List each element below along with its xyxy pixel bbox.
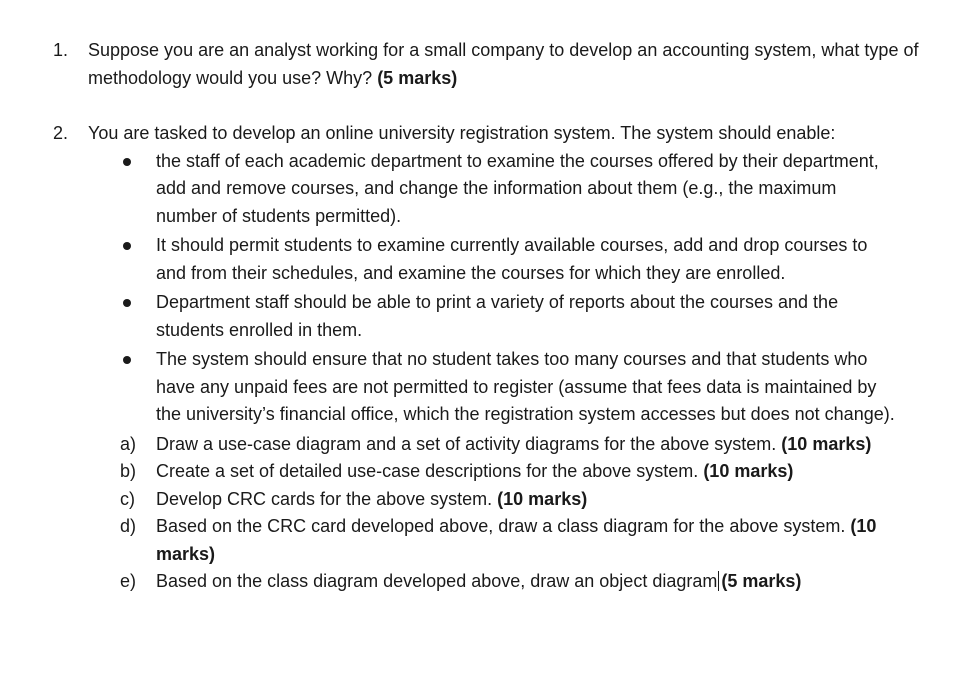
sub-questions-list [88, 431, 939, 596]
bullet-icon [123, 299, 131, 307]
marks-label: (10 marks) [781, 433, 872, 454]
part-text: Draw a use-case diagram and a set of activity diagrams for the above system. [156, 433, 777, 454]
sub-question-b [88, 458, 909, 486]
part-label: b) [120, 461, 137, 481]
list-item [88, 289, 899, 344]
list-item [88, 232, 899, 287]
marks-label: (10 marks) [497, 488, 588, 509]
question-number: 1. [53, 40, 69, 60]
sub-question-d [88, 513, 909, 568]
marks-label: (10 marks) [156, 516, 877, 564]
bullet-icon [123, 242, 131, 250]
question-intro: You are tasked to develop an online university registration system. The system should enable: [88, 123, 836, 143]
question-text: Suppose you are an analyst working for a small company to develop an accounting system, what type of methodology would you use? Why? [88, 40, 919, 88]
question-1 [0, 37, 979, 92]
sub-question-e [88, 568, 909, 596]
part-text: Develop CRC cards for the above system. [156, 488, 493, 509]
list-item [88, 346, 899, 429]
part-text: Based on the CRC card developed above, draw a class diagram for the above system. [156, 516, 846, 536]
sub-question-a [88, 431, 909, 459]
part-label: c) [120, 488, 135, 509]
marks-label: (5 marks) [721, 571, 802, 591]
requirements-list [88, 148, 939, 429]
bullet-icon [123, 356, 131, 364]
marks-label: (10 marks) [703, 461, 794, 481]
bullet-text: the staff of each academic department to examine the courses offered by their department, add and remove courses, and change the information about them (e.g., the maximum number of students permitted). [156, 150, 879, 226]
bullet-text: It should permit students to examine currently available courses, add and drop courses to and from their schedules, and examine the courses for which they are enrolled. [156, 235, 868, 283]
part-label: e) [120, 571, 137, 591]
part-text: Create a set of detailed use-case descriptions for the above system. [156, 461, 699, 481]
text-cursor [718, 571, 719, 591]
part-label: d) [120, 516, 137, 536]
part-text: Based on the class diagram developed above, draw an object diagram [156, 571, 718, 591]
question-number: 2. [53, 123, 69, 143]
list-item [88, 148, 899, 231]
question-2 [0, 120, 979, 596]
bullet-icon [123, 158, 131, 166]
bullet-text: Department staff should be able to print a variety of reports about the courses and the students enrolled in them. [156, 292, 839, 340]
part-label: a) [120, 433, 137, 454]
marks-label: (5 marks) [377, 67, 458, 88]
bullet-text: The system should ensure that no student takes too many courses and that students who have any unpaid fees are not permitted to register (assume that fees data is maintained by the university’s financial office, which the registration system accesses but does not change). [156, 349, 895, 424]
document-body [0, 37, 979, 596]
sub-question-c [88, 486, 909, 514]
